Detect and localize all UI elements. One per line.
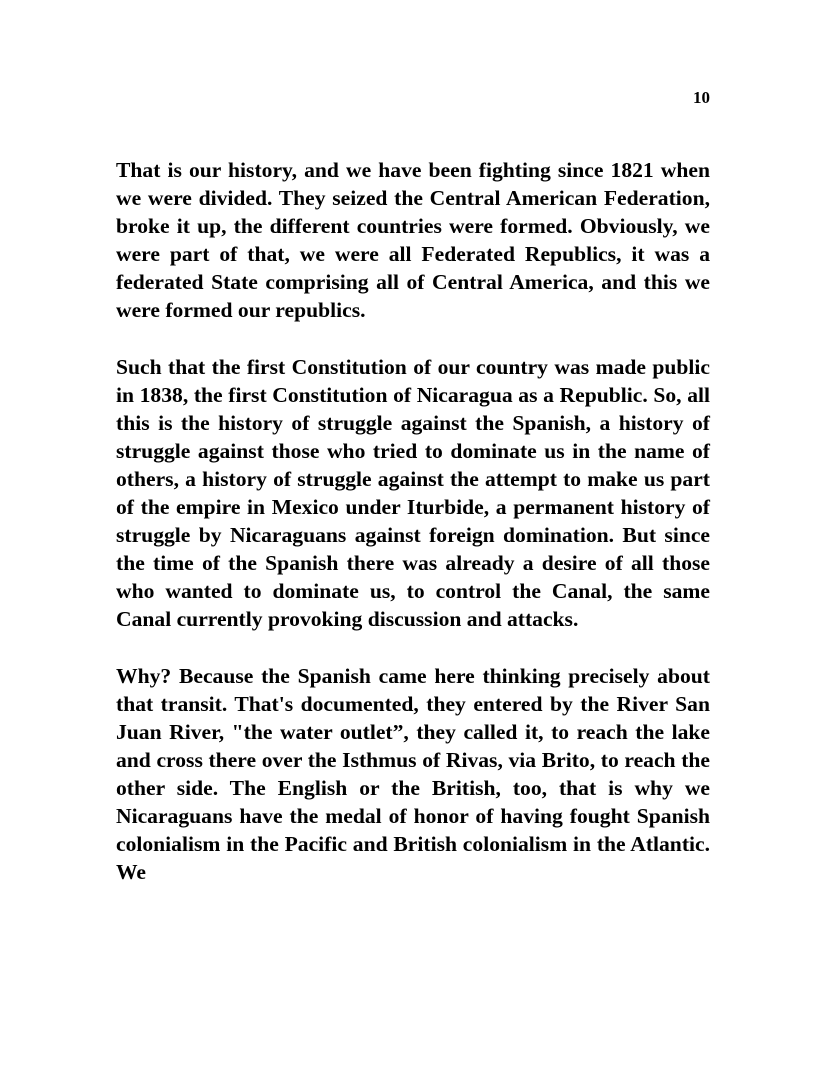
paragraph-2: Such that the first Constitution of our country was made public in 1838, the first Constitution of Nicaragua as a Republic. So, all this is the history of struggle against the Spanish, a history of struggle against those who tried to dominate us in the name of others, a history of struggle against the attempt to make us part of the empire in Mexico under Iturbide, a permanent history of struggle by Nicaraguans against foreign domination. But since the time of the Spanish there was already a desire of all those who wanted to dominate us, to control the Canal, the same Canal currently provoking discussion and attacks.	[116, 354, 710, 632]
paragraph-1: That is our history, and we have been fighting since 1821 when we were divided. They seized the Central American Federation, broke it up, the different countries were formed. Obviously, we were part of that, we were all Federated Republics, it was a federated State comprising all of Central America, and this we were formed our republics.	[116, 158, 710, 323]
paragraph-3: Why? Because the Spanish came here thinking precisely about that transit. That's documented, they entered by the River San Juan River, "the water outlet”, they called it, to reach the lake and cross there over the Isthmus of Rivas, via Brito, to reach the other side. The English or the British, too, that is why we Nicaraguans have the medal of honor of having fought Spanish colonialism in the Pacific and British colonialism in the Atlantic. We	[116, 663, 710, 885]
page-number: 10	[693, 88, 710, 107]
body-text	[116, 156, 710, 886]
